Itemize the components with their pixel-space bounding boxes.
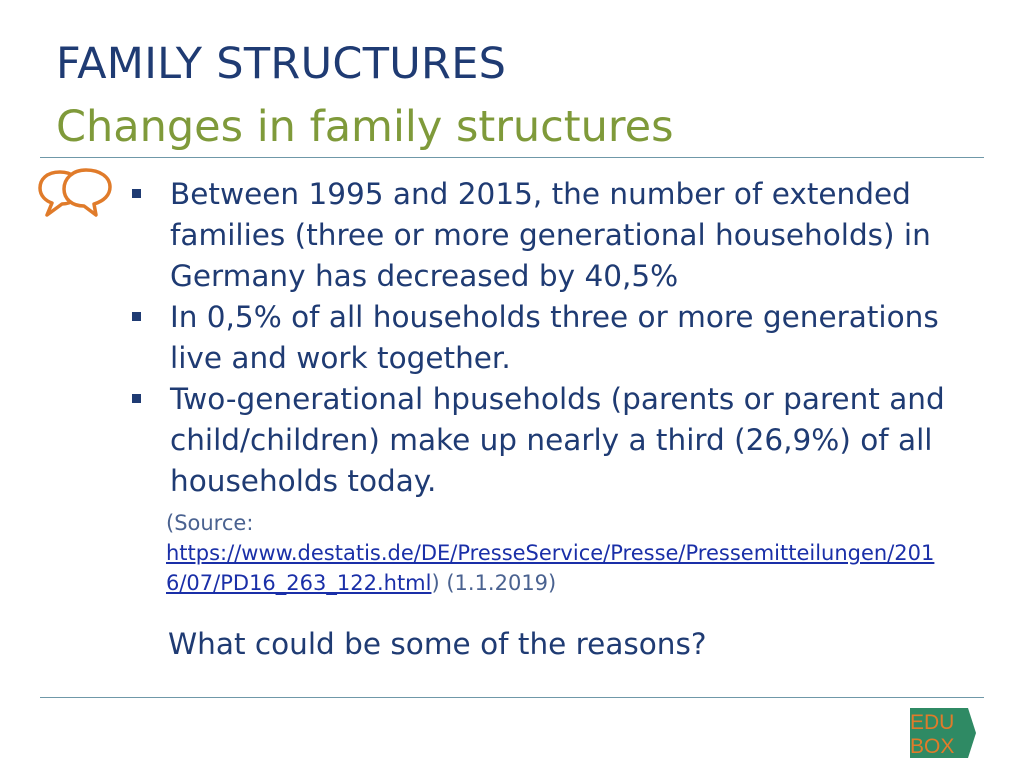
bottom-divider: [40, 697, 984, 698]
discussion-question: What could be some of the reasons?: [168, 627, 707, 661]
bullet-text: Two-generational hpuseholds (parents or parent and child/children) make up nearly a third (26,9%) of all households today.: [170, 382, 945, 498]
speech-bubbles-icon: [38, 168, 114, 230]
bullet-marker: [132, 394, 141, 403]
edubox-logo: [906, 706, 978, 760]
list-item: [130, 297, 950, 379]
bullet-text: Between 1995 and 2015, the number of extended families (three or more generational households) in Germany has decreased by 40,5%: [170, 177, 931, 293]
list-item: [130, 379, 950, 502]
page-subtitle: Changes in family structures: [56, 102, 674, 152]
source-link[interactable]: https://www.destatis.de/DE/PresseService/Presse/Pressemitteilungen/2016/07/PD16_263_122.html: [166, 541, 935, 595]
source-suffix: ) (1.1.2019): [431, 571, 557, 595]
top-divider: [40, 157, 984, 158]
bullet-marker: [132, 189, 141, 198]
bullet-marker: [132, 312, 141, 321]
source-citation: [166, 508, 946, 598]
list-item: [130, 174, 950, 297]
logo-text-box: BOX: [910, 735, 955, 758]
logo-text-edu: EDU: [910, 711, 955, 734]
bullet-list: [130, 174, 950, 502]
page-title: FAMILY STRUCTURES: [56, 39, 507, 89]
source-prefix: (Source:: [166, 511, 254, 535]
bullet-text: In 0,5% of all households three or more generations live and work together.: [170, 300, 939, 375]
